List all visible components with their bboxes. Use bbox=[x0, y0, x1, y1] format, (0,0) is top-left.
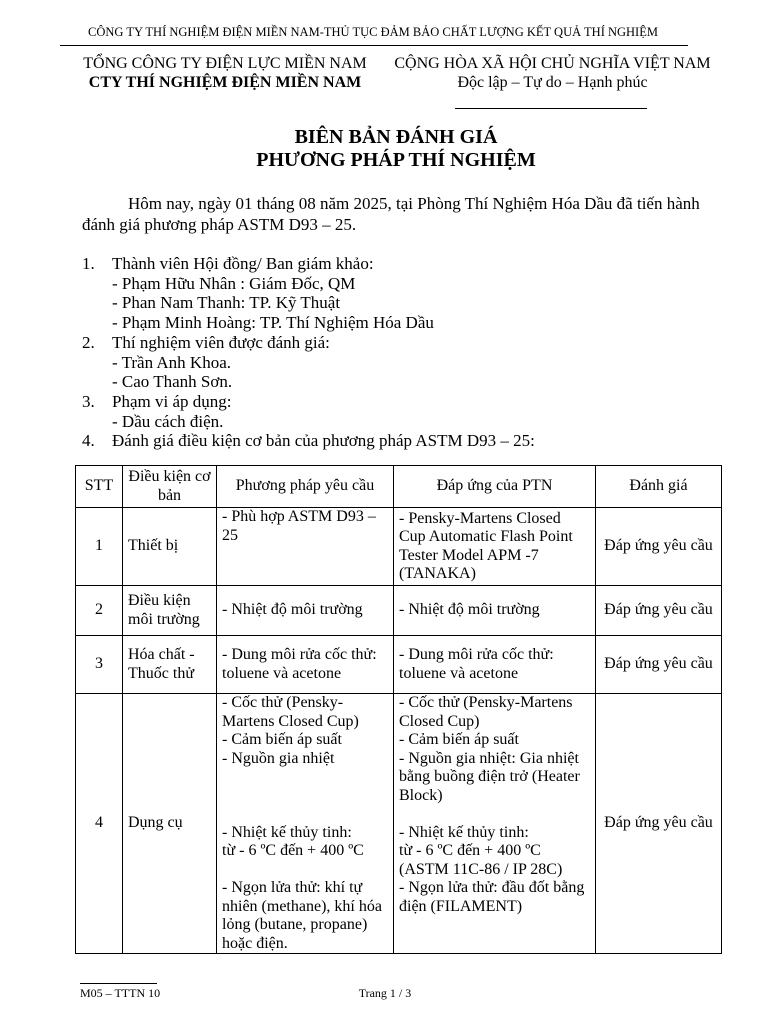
list-item: - Phạm Minh Hoàng: TP. Thí Nghiệm Hóa Dầu bbox=[112, 313, 434, 333]
list-item: - Dầu cách điện. bbox=[112, 411, 224, 431]
table-cell: Đáp ứng yêu cầu bbox=[596, 508, 722, 586]
table-cell: 2 bbox=[76, 586, 123, 636]
company-name: CTY THÍ NGHIỆM ĐIỆN MIỀN NAM bbox=[88, 74, 362, 91]
table-cell: - Cốc thử (Pensky-Martens Closed Cup) - Cảm biến áp suất - Nguồn gia nhiệt - Nhiệt kế thủy tinh: từ - 6 ºC đến + 400 ºC - Ngọn lửa thử: khí tự nhiên (methane), khí hóa lỏng (butane, propane) hoặc điện. bbox=[217, 694, 394, 954]
header-divider bbox=[60, 45, 688, 46]
table-cell: Đáp ứng yêu cầu bbox=[596, 586, 722, 636]
list-item: - Trần Anh Khoa. bbox=[112, 352, 232, 372]
section-item bbox=[82, 431, 742, 451]
table-cell: 4 bbox=[76, 694, 123, 954]
section-title: Thí nghiệm viên được đánh giá: bbox=[112, 332, 330, 352]
section-number: 4. bbox=[82, 431, 95, 451]
table-cell: - Nhiệt độ môi trường bbox=[217, 586, 394, 636]
column-header: Đánh giá bbox=[596, 466, 722, 508]
table-cell: 1 bbox=[76, 508, 123, 586]
table-cell: Thiết bị bbox=[123, 508, 217, 586]
table-header-row bbox=[76, 466, 722, 508]
organization-block bbox=[60, 54, 390, 92]
evaluation-table bbox=[75, 465, 722, 954]
column-header: Điều kiện cơ bản bbox=[123, 466, 217, 508]
national-heading bbox=[385, 54, 720, 92]
section-list bbox=[82, 254, 742, 451]
table-cell: Hóa chất - Thuốc thử bbox=[123, 636, 217, 694]
table-cell: - Dung môi rửa cốc thử: toluene và acetone bbox=[217, 636, 394, 694]
column-header: Đáp ứng của PTN bbox=[394, 466, 596, 508]
table-cell: Đáp ứng yêu cầu bbox=[596, 636, 722, 694]
parent-company: TỔNG CÔNG TY ĐIỆN LỰC MIỀN NAM bbox=[83, 55, 367, 72]
section-item bbox=[82, 392, 742, 412]
list-item: - Cao Thanh Sơn. bbox=[112, 372, 233, 392]
national-motto: Độc lập – Tự do – Hạnh phúc bbox=[457, 74, 648, 91]
document-code: M05 – TTTN 10 bbox=[80, 986, 161, 1000]
document-header: CÔNG TY THÍ NGHIỆM ĐIỆN MIỀN NAM-THỦ TỤC ĐẢM BẢO CHẤT LƯỢNG KẾT QUẢ THÍ NGHIỆM bbox=[88, 25, 658, 39]
section-item bbox=[82, 254, 742, 274]
section-number: 1. bbox=[82, 254, 95, 273]
footer-divider bbox=[80, 983, 157, 984]
table-cell: - Nhiệt độ môi trường bbox=[394, 586, 596, 636]
table-row bbox=[76, 508, 722, 586]
table-cell: Dụng cụ bbox=[123, 694, 217, 954]
column-header: STT bbox=[76, 466, 123, 508]
table-row bbox=[76, 636, 722, 694]
title-line-1: BIÊN BẢN ĐÁNH GIÁ bbox=[294, 126, 498, 148]
section-item bbox=[82, 333, 742, 353]
section-title: Thành viên Hội đồng/ Ban giám khảo: bbox=[112, 254, 374, 273]
table-row bbox=[76, 586, 722, 636]
section-number: 2. bbox=[82, 332, 95, 352]
document-title bbox=[40, 126, 752, 172]
nation-name: CỘNG HÒA XÃ HỘI CHỦ NGHĨA VIỆT NAM bbox=[394, 55, 711, 72]
table-cell: - Dung môi rửa cốc thử: toluene và acetone bbox=[394, 636, 596, 694]
list-item: - Phạm Hữu Nhân : Giám Đốc, QM bbox=[112, 273, 356, 293]
section-number: 3. bbox=[82, 391, 95, 411]
list-item: - Phan Nam Thanh: TP. Kỹ Thuật bbox=[112, 293, 341, 313]
section-title: Phạm vi áp dụng: bbox=[112, 391, 232, 411]
table-cell: - Phù hợp ASTM D93 – 25 bbox=[217, 508, 394, 586]
table-cell: 3 bbox=[76, 636, 123, 694]
table-cell: - Pensky-Martens Closed Cup Automatic Flash Point Tester Model APM -7 (TANAKA) bbox=[394, 508, 596, 586]
column-header: Phương pháp yêu cầu bbox=[217, 466, 394, 508]
intro-paragraph: Hôm nay, ngày 01 tháng 08 năm 2025, tại Phòng Thí Nghiệm Hóa Dầu đã tiến hành đánh giá phương pháp ASTM D93 – 25. bbox=[82, 194, 700, 234]
table-cell: Điều kiện môi trường bbox=[123, 586, 217, 636]
table-cell: Đáp ứng yêu cầu bbox=[596, 694, 722, 954]
title-line-2: PHƯƠNG PHÁP THÍ NGHIỆM bbox=[256, 149, 536, 171]
page-number: Trang 1 / 3 bbox=[358, 986, 412, 1000]
motto-underline bbox=[455, 108, 647, 109]
table-row bbox=[76, 694, 722, 954]
table-cell: - Cốc thử (Pensky-Martens Closed Cup) - Cảm biến áp suất - Nguồn gia nhiệt: Gia nhiệt bằng buồng điện trở (Heater Block) - Nhiệt kế thủy tinh: từ - 6 ºC đến + 400 ºC (ASTM 11C-86 / IP 28C) - Ngọn lửa thử: đầu đốt bằng điện (FILAMENT) bbox=[394, 694, 596, 954]
section-title: Đánh giá điều kiện cơ bản của phương pháp ASTM D93 – 25: bbox=[112, 431, 535, 451]
